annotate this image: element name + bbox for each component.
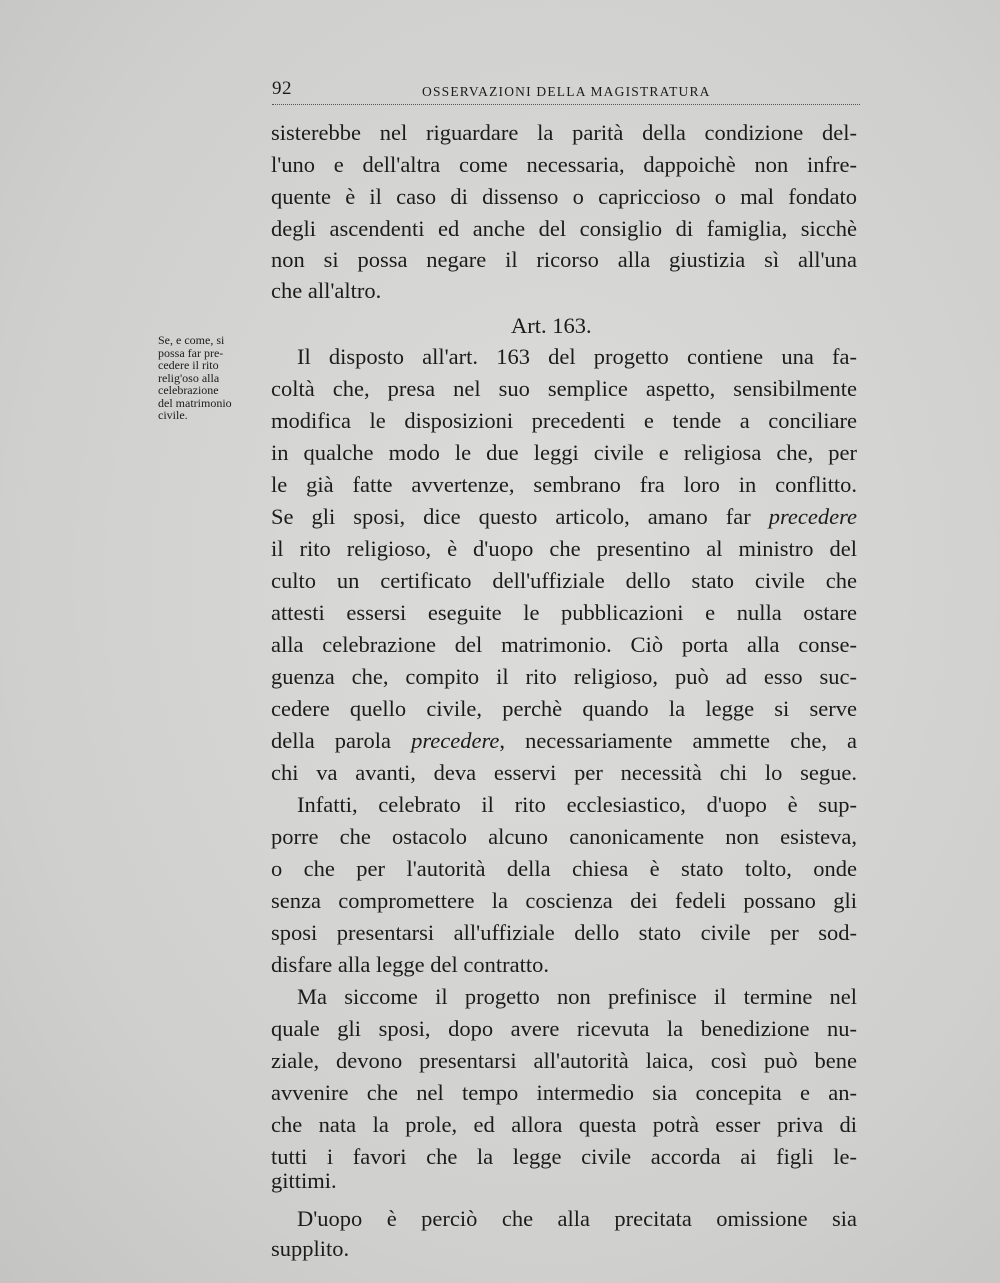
text-line: culto un certificato dell'uffiziale dello stato civile che [271,568,857,593]
margin-note-line: del matrimonio [158,395,232,410]
margin-note-line: celebrazione [158,383,219,397]
text-line: disfare alla legge del contratto. [271,952,549,977]
text-segment: , necessariamente ammette che, a [499,728,857,753]
text-line: gittimi. [271,1168,337,1193]
text-line: o che per l'autorità della chiesa è stato tolto, onde [271,856,857,881]
text-line: modifica le disposizioni precedenti e tende a conciliare [271,408,857,433]
margin-note-line: possa far pre- [158,345,224,360]
text-line: attesti essersi eseguite le pubblicazioni e nulla ostare [271,600,857,625]
text-line: in qualche modo le due leggi civile e religiosa che, per [271,440,857,465]
margin-note [158,334,266,422]
text-line: che nata la prole, ed allora questa potrà esser priva di [271,1112,857,1137]
text-line: quale gli sposi, dopo avere ricevuta la benedizione nu- [271,1016,857,1041]
text-line [271,726,857,756]
text-line: tutti i favori che la legge civile accorda ai figli le- [271,1144,857,1169]
text-line: senza compromettere la coscienza dei fedeli possano gli [271,888,857,913]
text-line: sisterebbe nel riguardare la parità della condizione del- [271,120,857,145]
italic-word: precedere [411,728,500,753]
text-line: l'uno e dell'altra come necessaria, dappoichè non infre- [271,152,857,177]
margin-note-line: Se, e come, si [158,333,225,347]
running-title: OSSERVAZIONI DELLA MAGISTRATURA [422,84,711,99]
margin-note-line: relig'oso alla [158,370,220,385]
text-line: le già fatte avvertenze, sembrano fra loro in conflitto. [271,472,857,497]
text-line: guenza che, compito il rito religioso, può ad esso suc- [271,664,857,689]
text-line: che all'altro. [271,278,382,303]
text-line: coltà che, presa nel suo semplice aspetto, sensibilmente [271,376,857,401]
header-rule [272,104,860,105]
running-head [272,78,862,104]
text-line: Il disposto all'art. 163 del progetto contiene una fa- [297,344,857,369]
text-segment: Se gli sposi, dice questo articolo, amano far [271,504,769,529]
article-heading: Art. 163. [511,313,592,338]
text-line: quente è il caso di dissenso o capriccioso o mal fondato [271,184,857,209]
text-line: porre che ostacolo alcuno canonicamente non esisteva, [271,824,857,849]
italic-word: precedere [768,504,857,529]
text-line: ziale, devono presentarsi all'autorità laica, così può bene [271,1048,857,1073]
margin-note-line: cedere il rito [158,358,219,372]
text-line: Ma siccome il progetto non prefinisce il termine nel [297,984,857,1009]
text-line: il rito religioso, è d'uopo che presentino al ministro del [271,536,857,561]
text-line: supplito. [271,1236,350,1261]
text-line: alla celebrazione del matrimonio. Ciò porta alla conse- [271,632,857,657]
margin-note-line: civile. [158,408,188,422]
text-line: non si possa negare il ricorso alla giustizia sì all'una [271,247,857,272]
text-line [271,502,857,532]
text-line: sposi presentarsi all'uffiziale dello stato civile per sod- [271,920,857,945]
text-line: chi va avanti, deva esservi per necessità chi lo segue. [271,760,857,785]
text-line: D'uopo è perciò che alla precitata omissione sia [297,1206,857,1231]
text-line: cedere quello civile, perchè quando la legge si serve [271,696,857,721]
text-line: avvenire che nel tempo intermedio sia concepita e an- [271,1080,857,1105]
text-line: degli ascendenti ed anche del consiglio di famiglia, sicchè [271,216,857,241]
text-line: Infatti, celebrato il rito ecclesiastico, d'uopo è sup- [297,792,857,817]
page-number: 92 [272,78,292,99]
text-segment: della parola [271,728,412,753]
